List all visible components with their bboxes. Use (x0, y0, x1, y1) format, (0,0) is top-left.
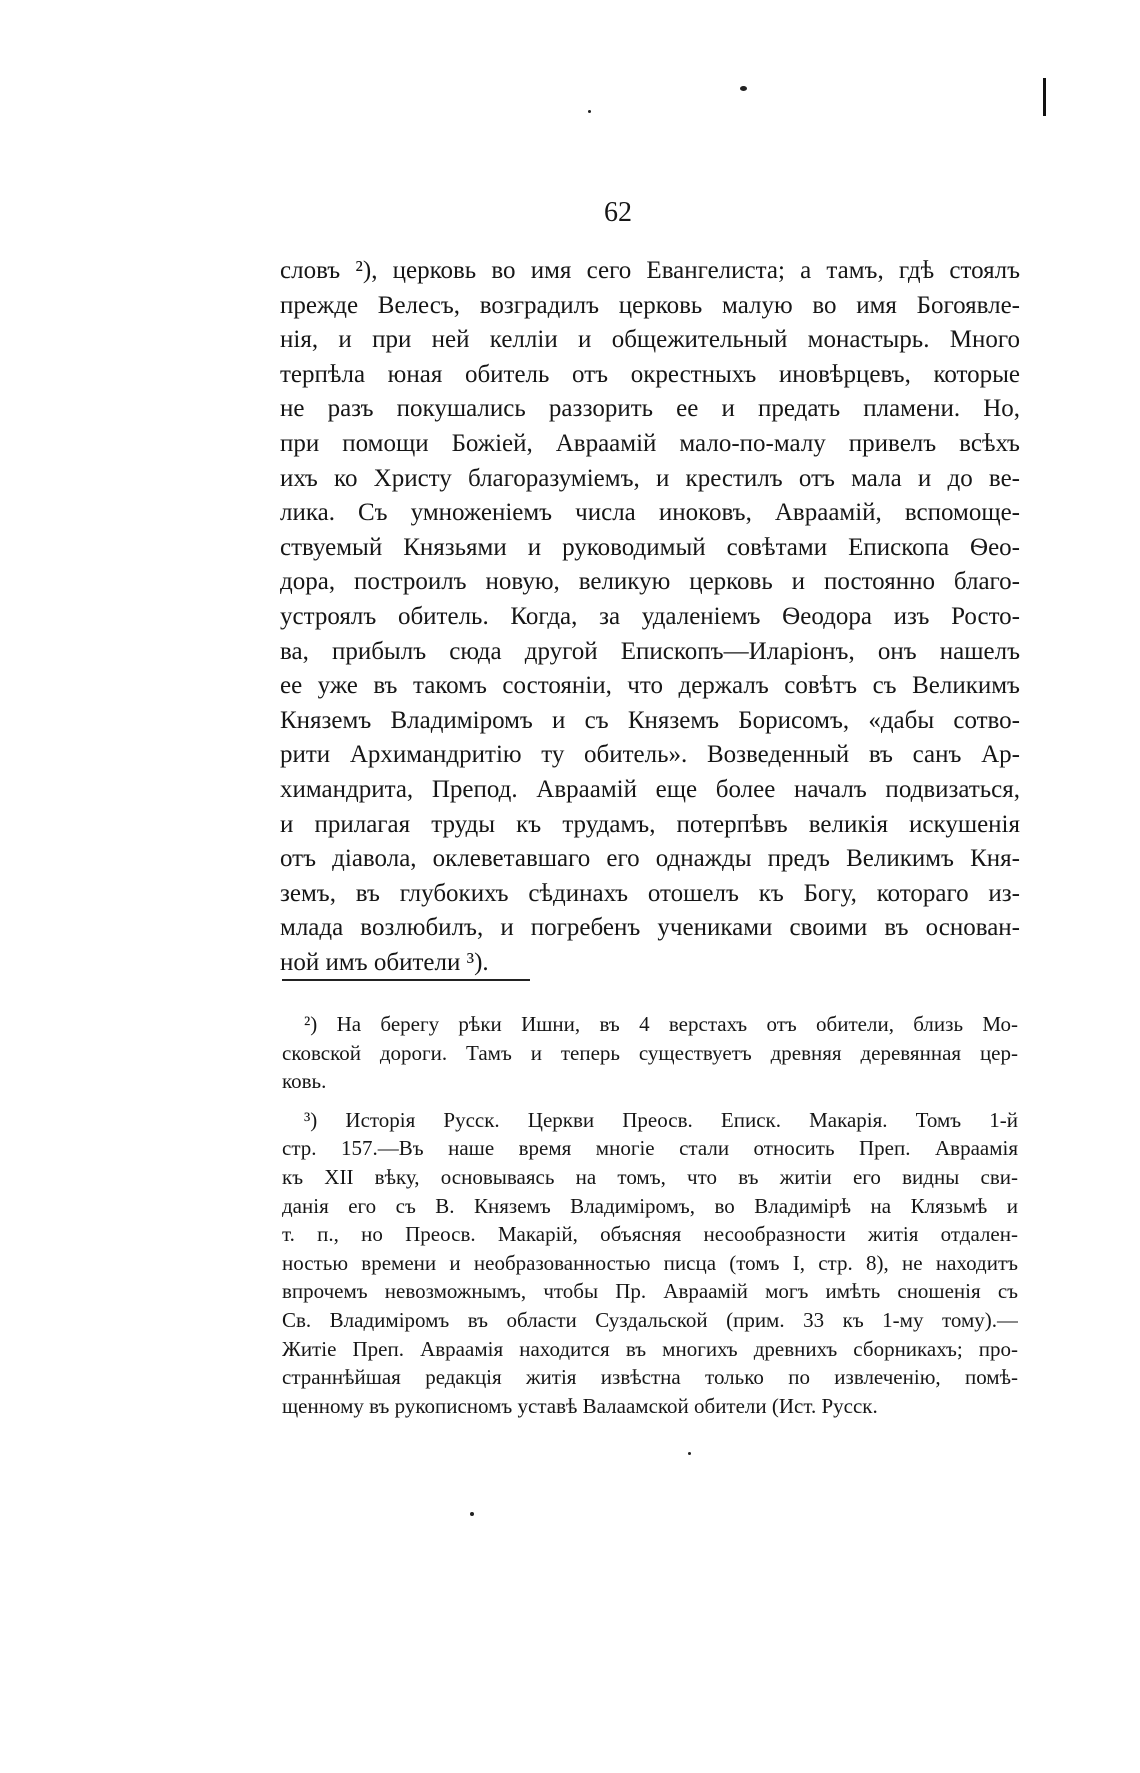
footnote-line: т. п., но Преосв. Макарій, объясняя несообразности житія отдален- (282, 1222, 1018, 1247)
scan-speck (740, 86, 747, 91)
text-line: словъ ²), церковь во имя сего Евангелиста; а тамъ, гдѣ стоялъ (280, 257, 1020, 284)
text-line: Княземъ Владиміромъ и съ Княземъ Борисомъ, «дабы сотво- (280, 706, 1020, 734)
footnote-line: ³) Исторія Русск. Церкви Преосв. Еписк. Макарія. Томъ 1-й (304, 1107, 1018, 1132)
scan-speck (588, 110, 591, 113)
footnote-line: сковской дороги. Тамъ и теперь существуетъ древняя деревянная цер- (282, 1040, 1018, 1065)
text-line: и прилагая труды къ трудамъ, потерпѣвъ великія искушенія (280, 810, 1020, 838)
text-line: отъ діавола, оклеветавшаго его однажды предъ Великимъ Кня- (280, 845, 1020, 873)
text-line: прежде Велесъ, возградилъ церковь малую во имя Богоявле- (280, 291, 1020, 319)
footnotes (282, 1010, 1018, 1430)
footnote-line: данія его съ В. Княземъ Владиміромъ, во Владимірѣ на Клязьмѣ и (282, 1193, 1018, 1218)
main-text (280, 254, 1020, 980)
text-line: ихъ ко Христу благоразуміемъ, и крестилъ отъ мала и до ве- (280, 464, 1020, 492)
text-line: ва, прибылъ сюда другой Епископъ—Иларіонъ, онъ нашелъ (280, 637, 1020, 665)
text-line: нія, и при ней келліи и общежительный монастырь. Много (280, 326, 1020, 354)
scan-edge-mark (1043, 78, 1046, 116)
footnote (282, 1010, 1018, 1096)
footnote-line: ²) На берегу рѣки Ишни, въ 4 верстахъ отъ обители, близь Мо- (304, 1012, 1018, 1036)
footnote-line: ностью времени и необразованностью писца (томъ I, стр. 8), не находитъ (282, 1250, 1018, 1275)
text-line: земъ, въ глубокихъ сѣдинахъ отошелъ къ Богу, котораго из- (280, 879, 1020, 907)
scan-speck (470, 1512, 474, 1516)
text-line: при помощи Божіей, Авраамій мало-по-малу привелъ всѣхъ (280, 429, 1020, 457)
text-line: устроялъ обитель. Когда, за удаленіемъ Ѳеодора изъ Росто- (280, 602, 1020, 630)
scan-speck (688, 1452, 691, 1455)
text-line: ствуемый Князьями и руководимый совѣтами Епископа Ѳео- (280, 533, 1020, 561)
text-line: не разъ покушались раззорить ее и предать пламени. Но, (280, 395, 1020, 423)
footnote-line: стр. 157.—Въ наше время многіе стали относить Преп. Авраамія (282, 1136, 1018, 1161)
footnote-line: впрочемъ невозможнымъ, чтобы Пр. Авраамій могъ имѣть сношенія съ (282, 1279, 1018, 1304)
text-line: рити Архимандритію ту обитель». Возведенный въ санъ Ар- (280, 741, 1020, 769)
text-line: химандрита, Препод. Авраамій еще более началъ подвизаться, (280, 775, 1020, 803)
footnote-line: ковь. (282, 1069, 327, 1094)
text-line: терпѣла юная обитель отъ окрестныхъ иновѣрцевъ, которые (280, 360, 1020, 388)
footnote-line: страннѣйшая редакція житія извѣстна только по извлеченію, помѣ- (282, 1365, 1018, 1390)
text-line: дора, построилъ новую, великую церковь и постоянно благо- (280, 568, 1020, 596)
footnote (282, 1106, 1018, 1421)
footnote-divider (282, 979, 530, 981)
text-line: ее уже въ такомъ состояніи, что держалъ совѣтъ съ Великимъ (280, 672, 1020, 700)
text-line: ной имъ обители ³). (280, 948, 489, 976)
text-line: млада возлюбилъ, и погребенъ учениками своими въ основан- (280, 914, 1020, 942)
page-number: 62 (604, 197, 632, 228)
footnote-line: щенному въ рукописномъ уставѣ Валаамской обители (Ист. Русск. (282, 1393, 878, 1418)
footnote-line: Житіе Преп. Авраамія находится въ многихъ древнихъ сборникахъ; про- (282, 1336, 1018, 1361)
footnote-line: къ XII вѣку, основываясь на томъ, что въ житіи его видны сви- (282, 1164, 1018, 1189)
footnote-line: Св. Владиміромъ въ области Суздальской (прим. 33 къ 1-му тому).— (282, 1307, 1018, 1332)
text-line: лика. Съ умноженіемъ числа иноковъ, Авраамій, вспомоще- (280, 499, 1020, 527)
